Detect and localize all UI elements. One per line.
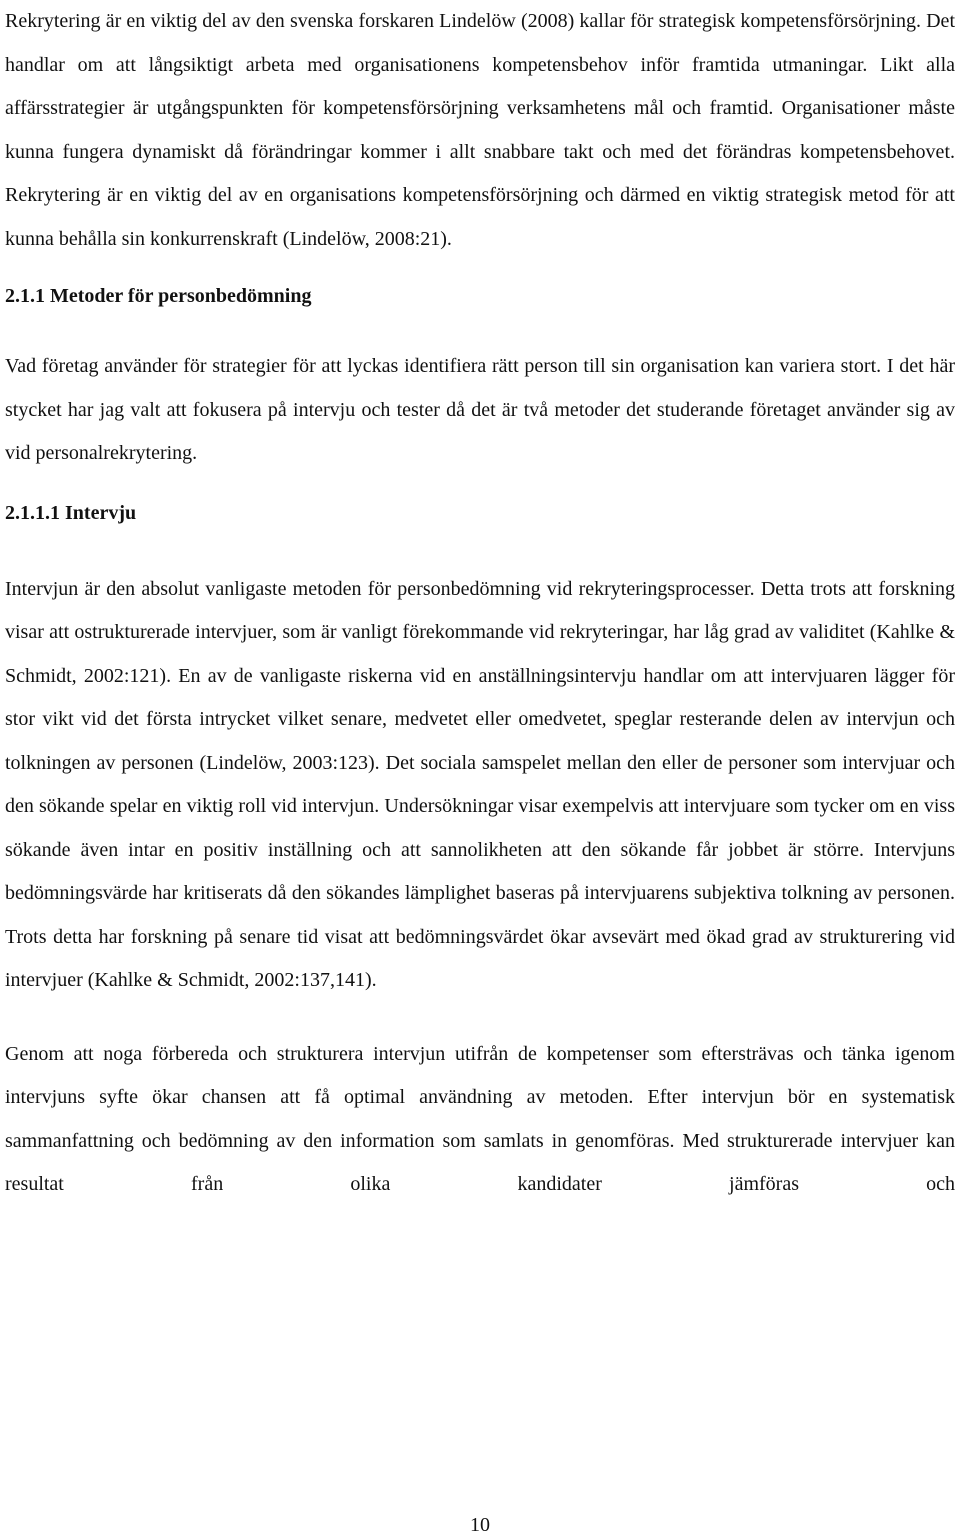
paragraph-interview-research: Intervjun är den absolut vanligaste metoden för personbedömning vid rekryteringsprocesser. Detta trots att forskning visar att ostrukturerade intervjuer, som är vanligt förekommande vid rekryteringar, har låg grad av validitet (Kahlke & Schmidt, 2002:121). En av de vanligaste riskerna vid en anställningsintervju handlar om att intervjuaren lägger för stor vikt vid det första intrycket vilket senare, medvetet eller omedvetet, speglar resterande delen av intervjun och tolkningen av personen (Lindelöw, 2003:123). Det sociala samspelet mellan den eller de personer som intervjuar och den sökande spelar en viktig roll vid intervjun. Undersökningar visar exempelvis att intervjuare som tycker om en viss sökande även intar en positiv inställning och att sannolikheten att den sökande får jobbet är större. Intervjuns bedömningsvärde har kritiserats då den sökandes lämplighet baseras på intervjuarens subjektiva tolkning av personen. Trots detta har forskning på senare tid visat att bedömningsvärdet ökar avsevärt med ökad grad av strukturering vid intervjuer (Kahlke & Schmidt, 2002:137,141). <box>5 577 955 991</box>
heading-methods-person-assessment: 2.1.1 Metoder för personbedömning <box>5 285 312 307</box>
paragraph-strategic-competence: Rekrytering är en viktig del av den svenska forskaren Lindelöw (2008) kallar för strategisk kompetensförsörjning. Det handlar om att långsiktigt arbeta med organisationens kompetensbehov inför framtida utmaningar. Likt alla affärsstrategier är utgångspunkten för kompetensförsörjning verksamhetens mål och framtid. Organisationer måste kunna fungera dynamiskt då förändringar kommer i allt snabbare takt och med det förändras kompetensbehovet. Rekrytering är en viktig del av en organisations kompetensförsörjning och därmed en viktig strategisk metod för att kunna behålla sin konkurrenskraft (Lindelöw, 2008:21). <box>5 10 955 250</box>
spacer <box>5 261 955 281</box>
heading-interview: 2.1.1.1 Intervju <box>5 501 137 524</box>
paragraph-methods-intro: Vad företag använder för strategier för att lyckas identifiera rätt person till sin organisation kan variera stort. I det här stycket har jag valt att fokusera på intervju och tester då det är två metoder det studerande företaget använder sig av vid personalrekrytering. <box>5 355 955 464</box>
spacer <box>5 1003 955 1033</box>
spacer <box>5 311 955 345</box>
spacer <box>5 528 955 568</box>
paragraph-structured-interview: Genom att noga förbereda och strukturera intervjun utifrån de kompetenser som eftersträvas och tänka igenom intervjuns syfte ökar chansen att få optimal användning av metoden. Efter intervjun bör en systematisk sammanfattning och bedömning av den information som samlats in genomföras. Med strukturerade intervjuer kan resultat från olika kandidater jämföras och <box>5 1042 955 1195</box>
spacer <box>5 476 955 498</box>
page-number: 10 <box>470 1514 490 1536</box>
document-page <box>5 0 955 1207</box>
